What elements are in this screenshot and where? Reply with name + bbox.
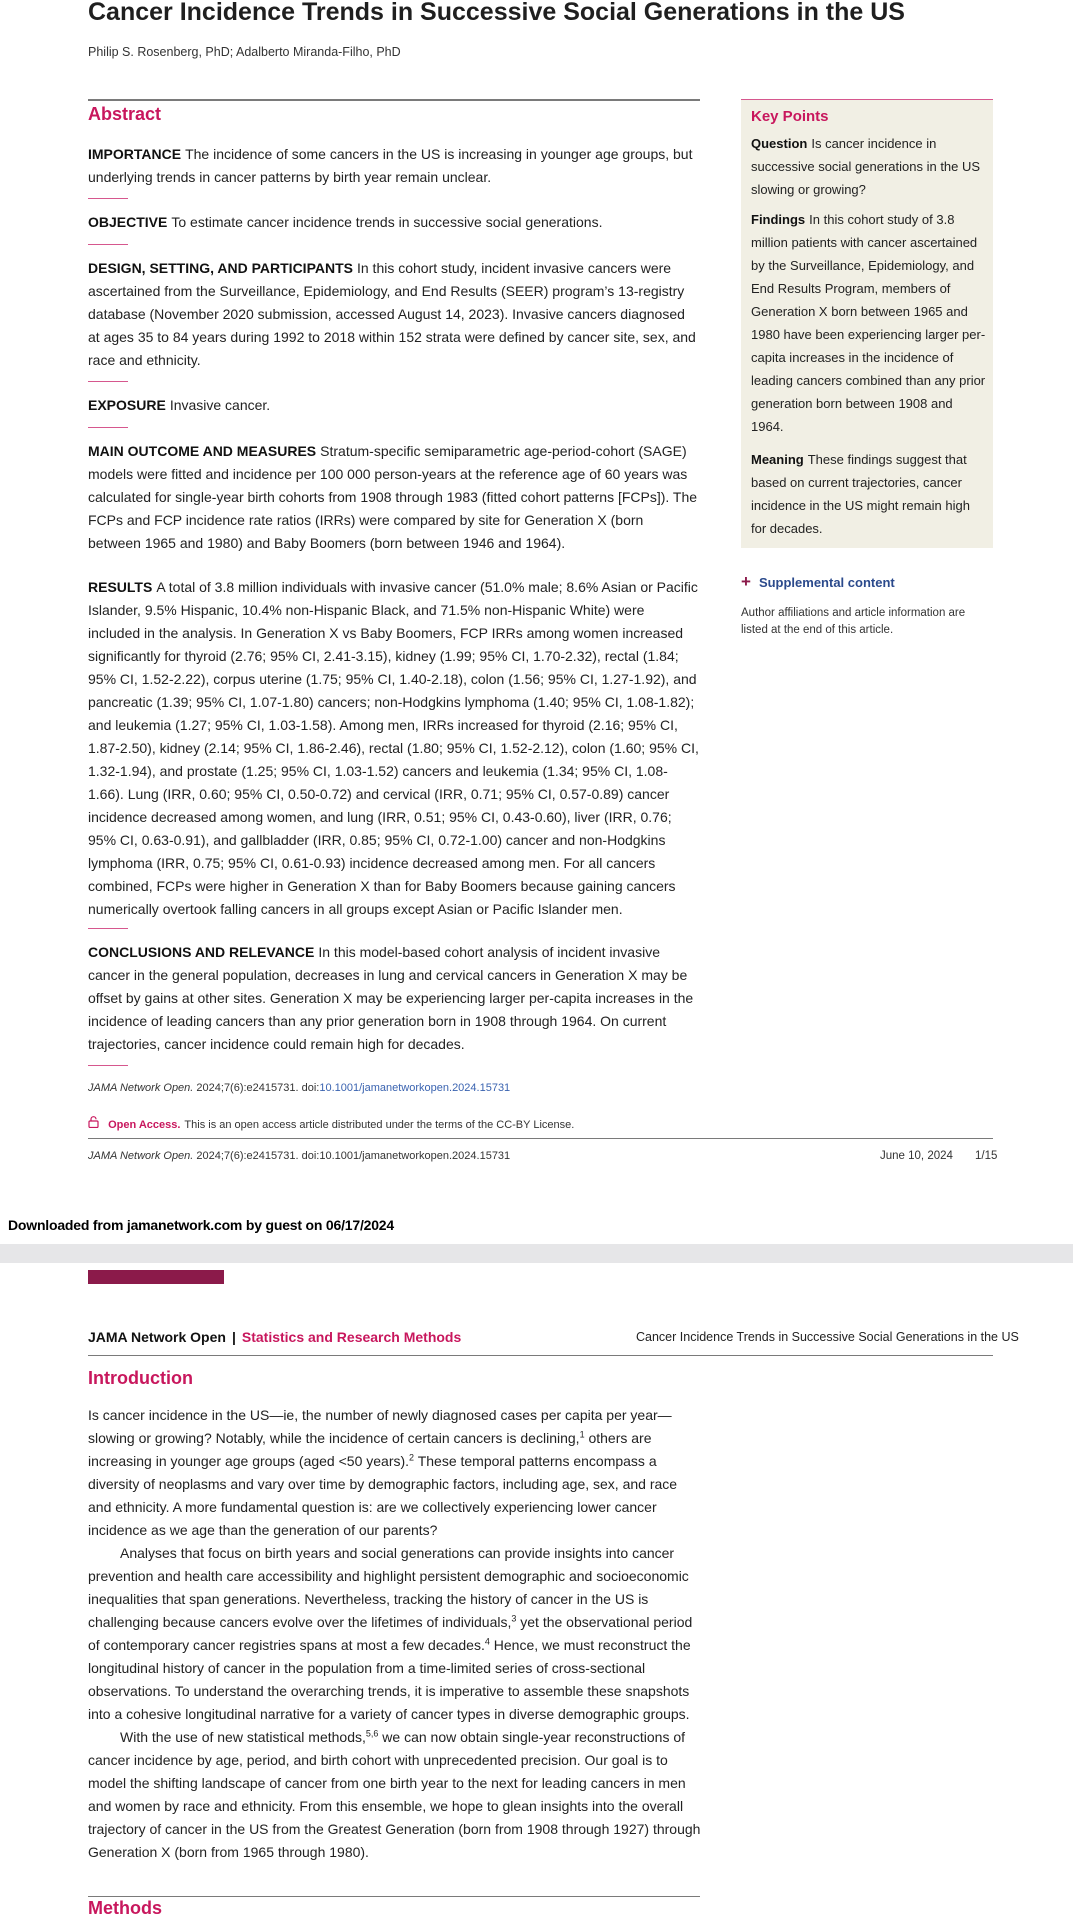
findings-text: In this cohort study of 3.8 million patients with cancer ascertained by the Surveillance, Epidemiology, and End Results Program, members of Generation X born between 1965 and 1980 have been experiencing larger per-capita increases in the incidence of leading cancers combined than any prior generation born between 1908 and 1964.	[751, 212, 986, 434]
open-access-text: This is an open access article distributed under the terms of the CC-BY License.	[184, 1119, 575, 1131]
reference-superscript[interactable]: 1	[579, 1429, 585, 1440]
key-points-question	[751, 132, 987, 201]
key-points-meaning	[751, 448, 987, 540]
section-category[interactable]: Statistics and Research Methods	[241, 1329, 462, 1345]
exposure-text: Invasive cancer.	[169, 397, 271, 413]
conclusions-text: In this model-based cohort analysis of incident invasive cancer in the general population, decreases in lung and cervical cancers in Generation X may be offset by gains at other sites. Generation X may be experiencing larger per-capita increases in the incidence of leading cancers than any prior generation born in 1908 through 1964. On current trajectories, cancer incidence could remain high for decades.	[88, 944, 694, 1052]
abstract-heading: Abstract	[88, 104, 162, 124]
citation-journal: JAMA Network Open.	[88, 1082, 194, 1094]
abstract-exposure	[88, 394, 700, 417]
section-divider	[88, 198, 128, 199]
question-text: Is cancer incidence in successive social generations in the US slowing or growing?	[751, 136, 981, 197]
running-title: Cancer Incidence Trends in Successive Social Generations in the US	[636, 1330, 1019, 1344]
abstract-design	[88, 257, 700, 372]
methods-rule	[88, 1896, 700, 1897]
section-divider	[88, 244, 128, 245]
open-access-note	[88, 1116, 574, 1131]
intro-text: yet the observational period of contemporary cancer registries spans at most a few decades.	[88, 1614, 693, 1653]
key-points-heading: Key Points	[751, 108, 829, 125]
results-text: A total of 3.8 million individuals with invasive cancer (51.0% male; 8.6% Asian or Pacific Islander, 9.5% Hispanic, 10.4% non-Hispanic Black, and 71.5% non-Hispanic White) were included in the analysis. In Generation X vs Baby Boomers, FCP IRRs among women increased significantly for thyroid (2.76; 95% CI, 2.41-3.15), kidney (1.99; 95% CI, 1.70-2.32), rectal (1.84; 95% CI, 1.52-2.22), corpus uterine (1.75; 95% CI, 1.40-2.18), colon (1.56; 95% CI, 1.27-1.92), and pancreatic (1.39; 95% CI, 1.07-1.80) cancers; non-Hodgkins lymphoma (1.40; 95% CI, 1.08-1.82); and leukemia (1.27; 95% CI, 1.03-1.58). Among men, IRRs increased for thyroid (2.16; 95% CI, 1.87-2.50), kidney (2.14; 95% CI, 1.86-2.46), rectal (1.80; 95% CI, 1.52-2.12), colon (1.60; 95% CI, 1.32-1.94), and prostate (1.25; 95% CI, 1.03-1.52) cancers and leukemia (1.34; 95% CI, 1.08-1.66). Lung (IRR, 0.60; 95% CI, 0.50-0.72) and cervical (IRR, 0.71; 95% CI, 0.57-0.89) cancer incidence decreased among women, and lung (IRR, 0.51; 95% CI, 0.43-0.60), liver (IRR, 0.76; 95% CI, 0.63-0.91), and gallbladder (IRR, 0.85; 95% CI, 0.72-1.00) cancer and non-Hodgkins lymphoma (IRR, 0.75; 95% CI, 0.61-0.93) incidence decreased among men. For all cancers combined, FCPs were higher in Generation X than for Baby Boomers because gaining cancers numerically overtook falling cancers in all groups except Asian or Pacific Islander men.	[88, 579, 699, 917]
article-authors: Philip S. Rosenberg, PhD; Adalberto Miranda-Filho, PhD	[88, 45, 401, 59]
article-title: Cancer Incidence Trends in Successive Social Generations in the US	[88, 0, 905, 26]
citation-ref: 2024;7(6):e2415731. doi:	[193, 1082, 320, 1094]
question-label: Question	[751, 136, 808, 151]
download-note: Downloaded from jamanetwork.com by guest on 06/17/2024	[8, 1217, 394, 1233]
meaning-text: These findings suggest that based on current trajectories, cancer incidence in the US might remain high for decades.	[751, 452, 970, 536]
intro-paragraph-1	[88, 1404, 703, 1542]
intro-text: Analyses that focus on birth years and social generations can provide insights into cancer prevention and health care accessibility and highlight persistent demographic and socioeconomic inequalities that span generations. Nevertheless, tracking the history of cancer in the US is challenging because cancers evolve over the lifetimes of individuals,	[88, 1545, 689, 1630]
citation-line	[88, 1082, 510, 1094]
intro-text: These temporal patterns encompass a diversity of neoplasms and vary over time by demographic factors, including age, sex, and race and ethnicity. A more fundamental question is: are we collectively experiencing lower cancer incidence as we age than the generation of our parents?	[88, 1453, 678, 1538]
importance-label: IMPORTANCE	[88, 146, 182, 162]
running-head-separator: |	[231, 1329, 236, 1345]
journal-name: JAMA Network Open	[88, 1329, 226, 1345]
reference-superscript[interactable]: 2	[409, 1452, 415, 1463]
journal-brand-bar	[88, 1270, 224, 1284]
open-lock-icon	[88, 1119, 102, 1131]
abstract-outcome	[88, 440, 700, 555]
intro-text: Is cancer incidence in the US—ie, the number of newly diagnosed cases per capita per year—slowing or growing? Notably, while the incidence of certain cancers is declining,	[88, 1407, 672, 1446]
objective-text: To estimate cancer incidence trends in successive social generations.	[171, 214, 603, 230]
supplemental-content-link[interactable]	[741, 572, 895, 592]
outcome-label: MAIN OUTCOME AND MEASURES	[88, 443, 317, 459]
reference-superscript[interactable]: 5,6	[365, 1728, 379, 1739]
outcome-text: Stratum-specific semiparametric age-period-cohort (SAGE) models were fitted and incidence per 100 000 person-years at the reference age of 60 years was calculated for single-year birth cohorts from 1908 through 1983 (fitted cohort patterns [FCPs]). The FCPs and FCP incidence rate ratios (IRRs) were compared by site for Generation X (born between 1965 and 1980) and Baby Boomers (born between 1946 and 1964).	[88, 443, 698, 551]
footer-ref: 2024;7(6):e2415731. doi:10.1001/jamanetworkopen.2024.15731	[193, 1150, 511, 1162]
plus-icon: +	[741, 572, 751, 591]
reference-superscript[interactable]: 3	[511, 1613, 517, 1624]
section-divider	[88, 381, 128, 382]
doi-link[interactable]: 10.1001/jamanetworkopen.2024.15731	[319, 1082, 511, 1094]
exposure-label: EXPOSURE	[88, 397, 166, 413]
intro-paragraph-2	[88, 1542, 703, 1726]
conclusions-label: CONCLUSIONS AND RELEVANCE	[88, 944, 315, 960]
open-access-label[interactable]: Open Access.	[108, 1119, 181, 1131]
intro-text: others are increasing in younger age groups (aged <50 years).	[88, 1430, 652, 1469]
running-head-rule	[88, 1355, 993, 1356]
footer-date: June 10, 2024	[880, 1150, 953, 1162]
footer-page-number: 1/15	[975, 1150, 998, 1162]
affiliations-note: Author affiliations and article information are listed at the end of this article.	[741, 607, 966, 636]
section-divider	[88, 427, 128, 428]
intro-text: we can now obtain single-year reconstructions of cancer incidence by age, period, and birth cohort with unprecedented precision. Our goal is to model the shifting landscape of cancer from one birth year to the next for leading cancers in men and women by race and ethnicity. From this ensemble, we hope to glean insights into the overall trajectory of cancer in the US from the Greatest Generation (born from 1908 through 1927) through Generation X (born from 1965 through 1980).	[88, 1729, 701, 1860]
design-text: In this cohort study, incident invasive cancers were ascertained from the Surveillance, Epidemiology, and End Results (SEER) program’s 13-registry database (November 2020 submission, accessed August 14, 2023). Invasive cancers diagnosed at ages 35 to 84 years during 1992 to 2018 within 152 strata were defined by cancer site, sex, and race and ethnicity.	[88, 260, 696, 368]
footer-rule	[88, 1138, 993, 1139]
introduction-heading: Introduction	[88, 1368, 193, 1388]
abstract-conclusions	[88, 941, 700, 1056]
abstract-top-rule	[88, 99, 700, 101]
supplemental-label: Supplemental content	[758, 575, 895, 590]
design-label: DESIGN, SETTING, AND PARTICIPANTS	[88, 260, 353, 276]
abstract-objective	[88, 211, 700, 234]
intro-text: With the use of new statistical methods,	[120, 1729, 366, 1745]
abstract-results	[88, 576, 700, 921]
section-divider	[88, 1065, 128, 1066]
abstract-importance	[88, 143, 700, 189]
methods-heading: Methods	[88, 1898, 162, 1918]
intro-paragraph-3	[88, 1726, 703, 1864]
section-divider	[88, 928, 128, 929]
footer-citation	[88, 1150, 510, 1162]
reference-superscript[interactable]: 4	[484, 1636, 490, 1647]
results-label: RESULTS	[88, 579, 153, 595]
importance-text: The incidence of some cancers in the US is increasing in younger age groups, but underlying trends in cancer patterns by birth year remain unclear.	[88, 146, 693, 185]
running-head	[88, 1329, 461, 1345]
intro-text: Hence, we must reconstruct the longitudinal history of cancer in the population from a time-limited series of cross-sectional observations. To understand the overarching trends, it is imperative to assemble these snapshots into a cohesive longitudinal narrative for a variety of cancer types in diverse demographic groups.	[88, 1637, 691, 1722]
objective-label: OBJECTIVE	[88, 214, 168, 230]
footer-journal: JAMA Network Open.	[88, 1150, 194, 1162]
key-points-box	[741, 100, 993, 548]
meaning-label: Meaning	[751, 452, 804, 467]
findings-label: Findings	[751, 212, 806, 227]
key-points-findings	[751, 208, 987, 438]
